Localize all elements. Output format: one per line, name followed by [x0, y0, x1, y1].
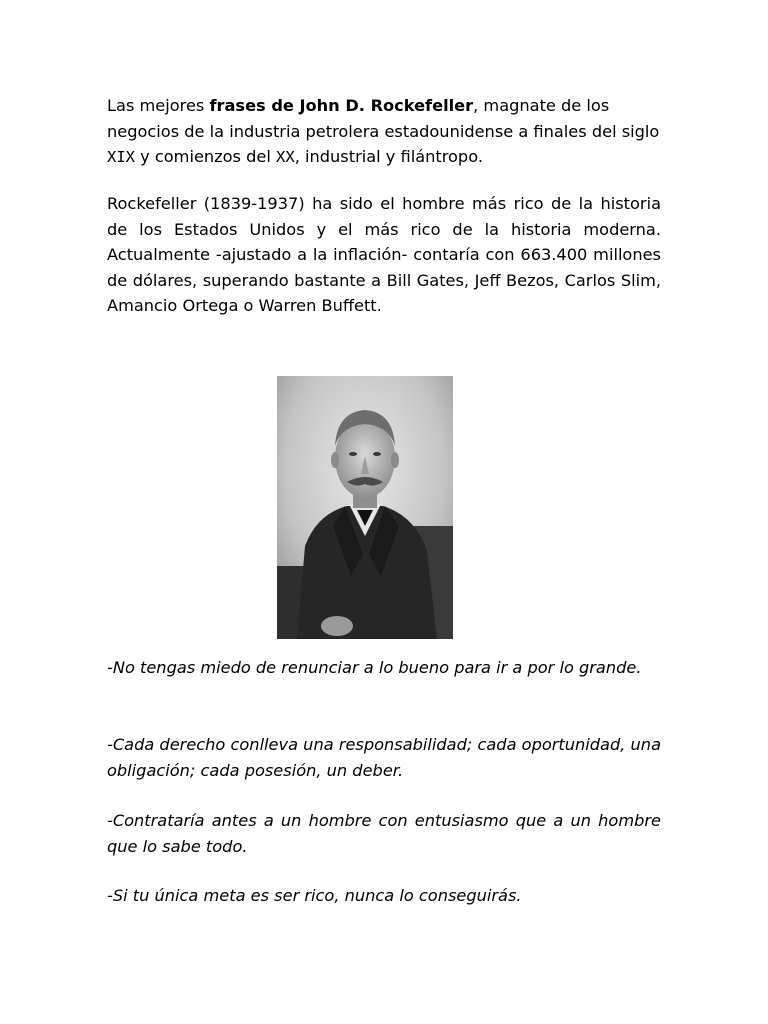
rockefeller-portrait-photo	[277, 376, 453, 639]
intro-rest-3: , industrial y filántropo.	[294, 147, 483, 166]
intro-century-xix: XIX	[107, 148, 135, 166]
portrait-illustration	[277, 376, 453, 639]
quote-2: -Cada derecho conlleva una responsabilidad; cada oportunidad, una obligación; cada posesión, un deber.	[107, 735, 661, 780]
quote-1: -No tengas miedo de renunciar a lo bueno para ir a por lo grande.	[107, 658, 642, 677]
quote-4: -Si tu única meta es ser rico, nunca lo conseguirás.	[107, 886, 522, 905]
intro-century-xx: XX	[276, 148, 295, 166]
intro-rest-2: y comienzos del	[135, 147, 277, 166]
intro-rest-1: , magnate de los negocios de la industria petrolera estadounidense a finales del siglo	[107, 96, 660, 141]
intro-bold-title: frases de John D. Rockefeller	[209, 96, 474, 115]
quote-3: -Contrataría antes a un hombre con entusiasmo que a un hombre que lo sabe todo.	[107, 811, 661, 856]
intro-lead: Las mejores	[107, 96, 210, 115]
intro-paragraph	[107, 93, 661, 171]
bio-paragraph: Rockefeller (1839-1937) ha sido el hombre más rico de la historia de los Estados Unidos y el más rico de la historia moderna. Actualmente -ajustado a la inflación- contaría con 663.400 millones de dólares, superando bastante a Bill Gates, Jeff Bezos, Carlos Slim, Amancio Ortega o Warren Buffett.	[107, 194, 661, 315]
